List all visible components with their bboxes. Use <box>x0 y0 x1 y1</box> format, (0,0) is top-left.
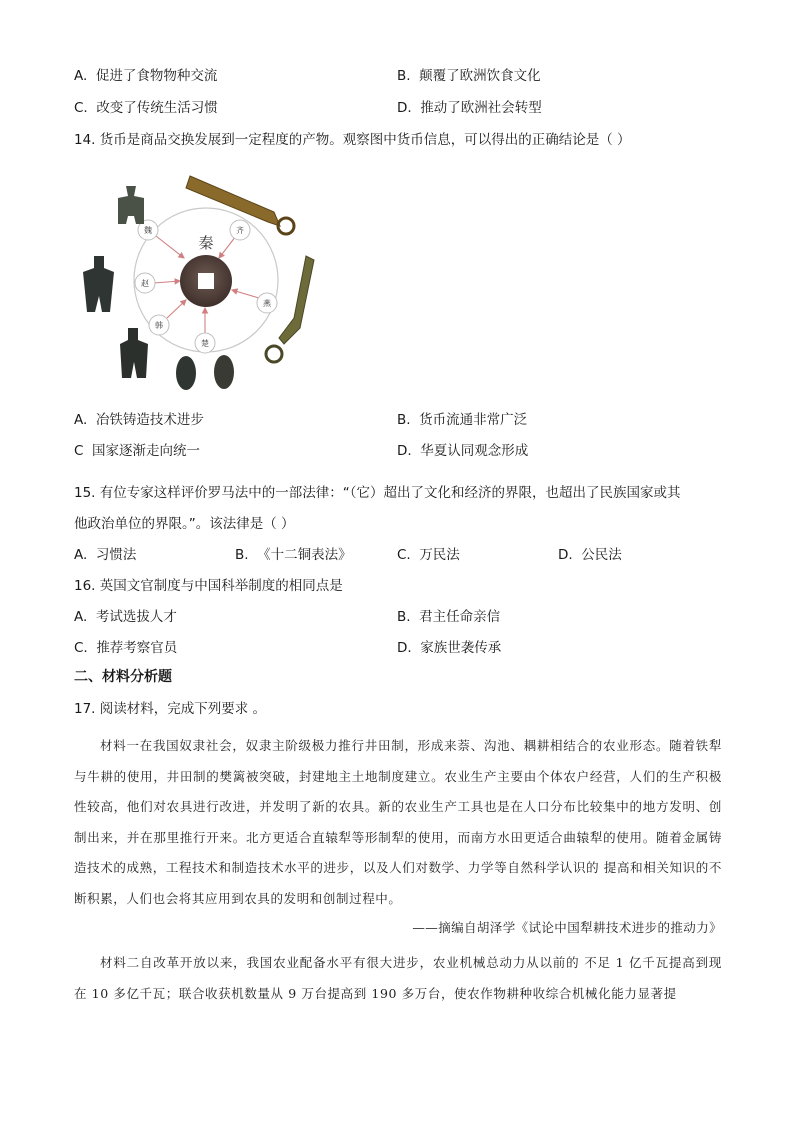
knife-coin-2 <box>279 256 314 344</box>
q14-option-d: D. 华夏认同观念形成 <box>397 443 529 459</box>
section-title: 二、材料分析题 <box>74 669 172 685</box>
q14-option-c: C 国家逐渐走向统一 <box>74 443 201 459</box>
q13-option-a: A. 促进了食物物种交流 <box>74 68 218 84</box>
q15-stem-line2: 他政治单位的界限。”。该法律是（ ） <box>74 516 295 532</box>
state-label-qi: 齐 <box>236 226 244 235</box>
q17-stem: 17. 阅读材料，完成下列要求 。 <box>74 701 267 717</box>
q15-option-d: D. 公民法 <box>558 547 622 563</box>
q14-option-a: A. 冶铁铸造技术进步 <box>74 412 204 428</box>
q16-option-b: B. 君主任命亲信 <box>397 609 501 625</box>
knife-coin-1 <box>186 176 280 226</box>
q16-option-a: A. 考试选拔人才 <box>74 609 177 625</box>
spade-coin-2 <box>83 256 114 312</box>
spade-coin-3 <box>120 328 148 378</box>
q16-option-d: D. 家族世袭传承 <box>397 640 502 656</box>
q15-stem-line1: 15. 有位专家这样评价罗马法中的一部法律：“（它）超出了文化和经济的界限，也超出了民族国家或其 <box>74 485 681 501</box>
material-source: ——摘编自胡泽学《试论中国犁耕技术进步的推动力》 <box>412 920 722 935</box>
q15-option-b: B. 《十二铜表法》 <box>235 547 352 563</box>
q15-option-a: A. 习惯法 <box>74 547 137 563</box>
q16-stem: 16. 英国文官制度与中国科举制度的相同点是 <box>74 578 343 594</box>
center-label-qin: 秦 <box>198 234 214 252</box>
q16-option-c: C. 推荐考察官员 <box>74 640 178 656</box>
spade-coin-1 <box>118 186 144 224</box>
state-label-wei: 魏 <box>144 226 152 235</box>
state-label-zhao: 赵 <box>141 279 149 288</box>
state-label-han: 韩 <box>155 321 163 330</box>
material-two: 材料二自改革开放以来，我国农业配备水平有很大进步，农业机械总动力从以前的 不足 1 亿千瓦提高到现在 10 多亿千瓦；联合收获机数量从 9 万台提高到 190 多万台，使农作物耕种收综合机械化能力显著提 <box>74 955 722 1001</box>
material-one: 材料一在我国奴隶社会，奴隶主阶级极力推行井田制，形成来萘、沟池、耦耕相结合的农业形态。随着铁犁与牛耕的使用，井田制的樊篱被突破，封建地主土地制度建立。农业生产主要由个体农户经营，人们的生产积极性较高，他们对农具进行改进，并发明了新的农具。新的农业生产工具也是在人口分布比较集中的地方发明、创制出来，并在那里推行开来。北方更适合直辕犁等形制犁的使用，而南方水田更适合曲辕犁的使用。随着金属铸造技术的成熟，工程技术和制造技术水平的进步，以及人们对数学、力学等自然科学认识的 提高和相关知识的不断积累，人们也会将其应用到农具的发明和创制过程中。 <box>74 738 722 906</box>
q14-stem: 14. 货币是商品交换发展到一定程度的产物。观察图中货币信息，可以得出的正确结论是（ ） <box>74 132 631 148</box>
state-label-chu: 楚 <box>201 339 209 348</box>
q13-option-b: B. 颠覆了欧洲饮食文化 <box>397 68 541 84</box>
state-label-yan: 燕 <box>263 299 271 308</box>
q15-option-c: C. 万民法 <box>397 547 460 563</box>
coin-diagram <box>74 168 334 394</box>
q13-option-c: C. 改变了传统生活习惯 <box>74 100 218 116</box>
q14-option-b: B. 货币流通非常广泛 <box>397 412 528 428</box>
coin-square-hole <box>198 273 214 289</box>
ant-nose-coin-1 <box>176 356 196 390</box>
ant-nose-coin-2 <box>214 355 234 389</box>
q13-option-d: D. 推动了欧洲社会转型 <box>397 100 542 116</box>
